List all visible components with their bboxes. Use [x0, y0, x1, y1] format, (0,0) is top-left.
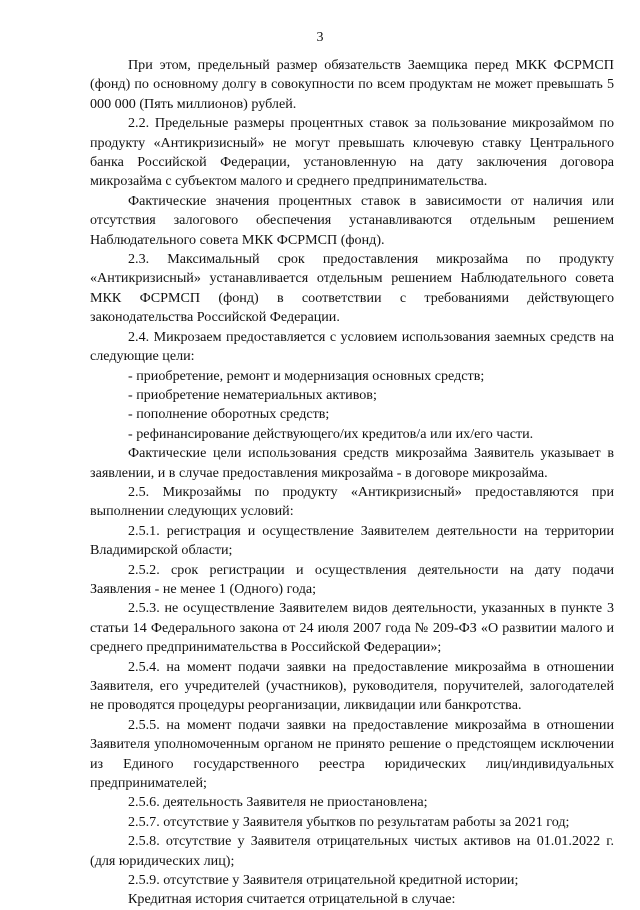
- page-number: 3: [316, 30, 324, 45]
- paragraph-2-2: 2.2. Предельные размеры процентных ставок за пользование микрозаймом по продукту «Антикризисный» не могут превышать ключевую ставку Центрального банка Российской Федерации, установленную на дату заключения договора микрозайма с субъектом малого и среднего предпринимательства.: [90, 115, 614, 190]
- paragraph-2-5-7: 2.5.7. отсутствие у Заявителя убытков по результатам работы за 2021 год;: [128, 813, 570, 830]
- paragraph-2-5-5: 2.5.5. на момент подачи заявки на предоставление микрозайма в отношении Заявителя уполномоченным органом не принято решение о предстоящем исключении из Единого государственного реестра юридических лиц/индивидуальных предпринимателей;: [90, 716, 614, 792]
- document-body: [90, 56, 614, 910]
- paragraph-2-5-4: 2.5.4. на момент подачи заявки на предоставление микрозайма в отношении Заявителя, его учредителей (участников), руководителя, поручителей, залогодателей не проводятся процедуры реорганизации, ликвидации или банкротства.: [90, 658, 614, 714]
- list-item-purpose: - приобретение, ремонт и модернизация основных средств;: [128, 367, 485, 384]
- paragraph-2-5-9: 2.5.9. отсутствие у Заявителя отрицательной кредитной истории;: [128, 872, 519, 889]
- paragraph-actual-purposes: Фактические цели использования средств микрозайма Заявитель указывает в заявлении, и в случае предоставления микрозайма - в договоре микрозайма.: [90, 445, 614, 481]
- list-item-purpose: - приобретение нематериальных активов;: [128, 386, 377, 403]
- paragraph-actual-rates: Фактические значения процентных ставок в зависимости от наличия или отсутствия залогового обеспечения устанавливаются отдельным решением Наблюдательного совета МКК ФСРМСП (фонд).: [90, 192, 614, 248]
- paragraph-2-5-1: 2.5.1. регистрация и осуществление Заявителем деятельности на территории Владимирской области;: [90, 522, 614, 559]
- paragraph-2-5-3: 2.5.3. не осуществление Заявителем видов деятельности, указанных в пункте 3 статьи 14 Федерального закона от 24 июля 2007 года № 209-ФЗ «О развитии малого и среднего предпринимательства в Российской Федерации»;: [90, 600, 614, 656]
- paragraph-2-5-2: 2.5.2. срок регистрации и осуществления деятельности на дату подачи Заявления - не менее 1 (Одного) года;: [90, 561, 614, 597]
- paragraph-2-5-6: 2.5.6. деятельность Заявителя не приостановлена;: [128, 794, 428, 811]
- paragraph-max-obligation: При этом, предельный размер обязательств Заемщика перед МКК ФСРМСП (фонд) по основному долгу в совокупности по всем продуктам не может превышать 5 000 000 (Пять миллионов) рублей.: [90, 57, 614, 112]
- paragraph-2-3: 2.3. Максимальный срок предоставления микрозайма по продукту «Антикризисный» устанавливается отдельным решением Наблюдательного совета МКК ФСРМСП (фонд) в соответствии с требованиями действующего законодательства Российской Федерации.: [90, 251, 614, 326]
- paragraph-2-5: 2.5. Микрозаймы по продукту «Антикризисный» предоставляются при выполнении следующих условий:: [90, 483, 614, 520]
- list-item-purpose: - рефинансирование действующего/их кредитов/а или их/его части.: [128, 425, 534, 442]
- paragraph-credit-history: Кредитная история считается отрицательной в случае:: [128, 891, 456, 908]
- paragraph-2-4: 2.4. Микрозаем предоставляется с условием использования заемных средств на следующие цели:: [90, 328, 614, 365]
- paragraph-2-5-8: 2.5.8. отсутствие у Заявителя отрицательных чистых активов на 01.01.2022 г. (для юридических лиц);: [90, 833, 614, 869]
- list-item-purpose: - пополнение оборотных средств;: [128, 406, 330, 423]
